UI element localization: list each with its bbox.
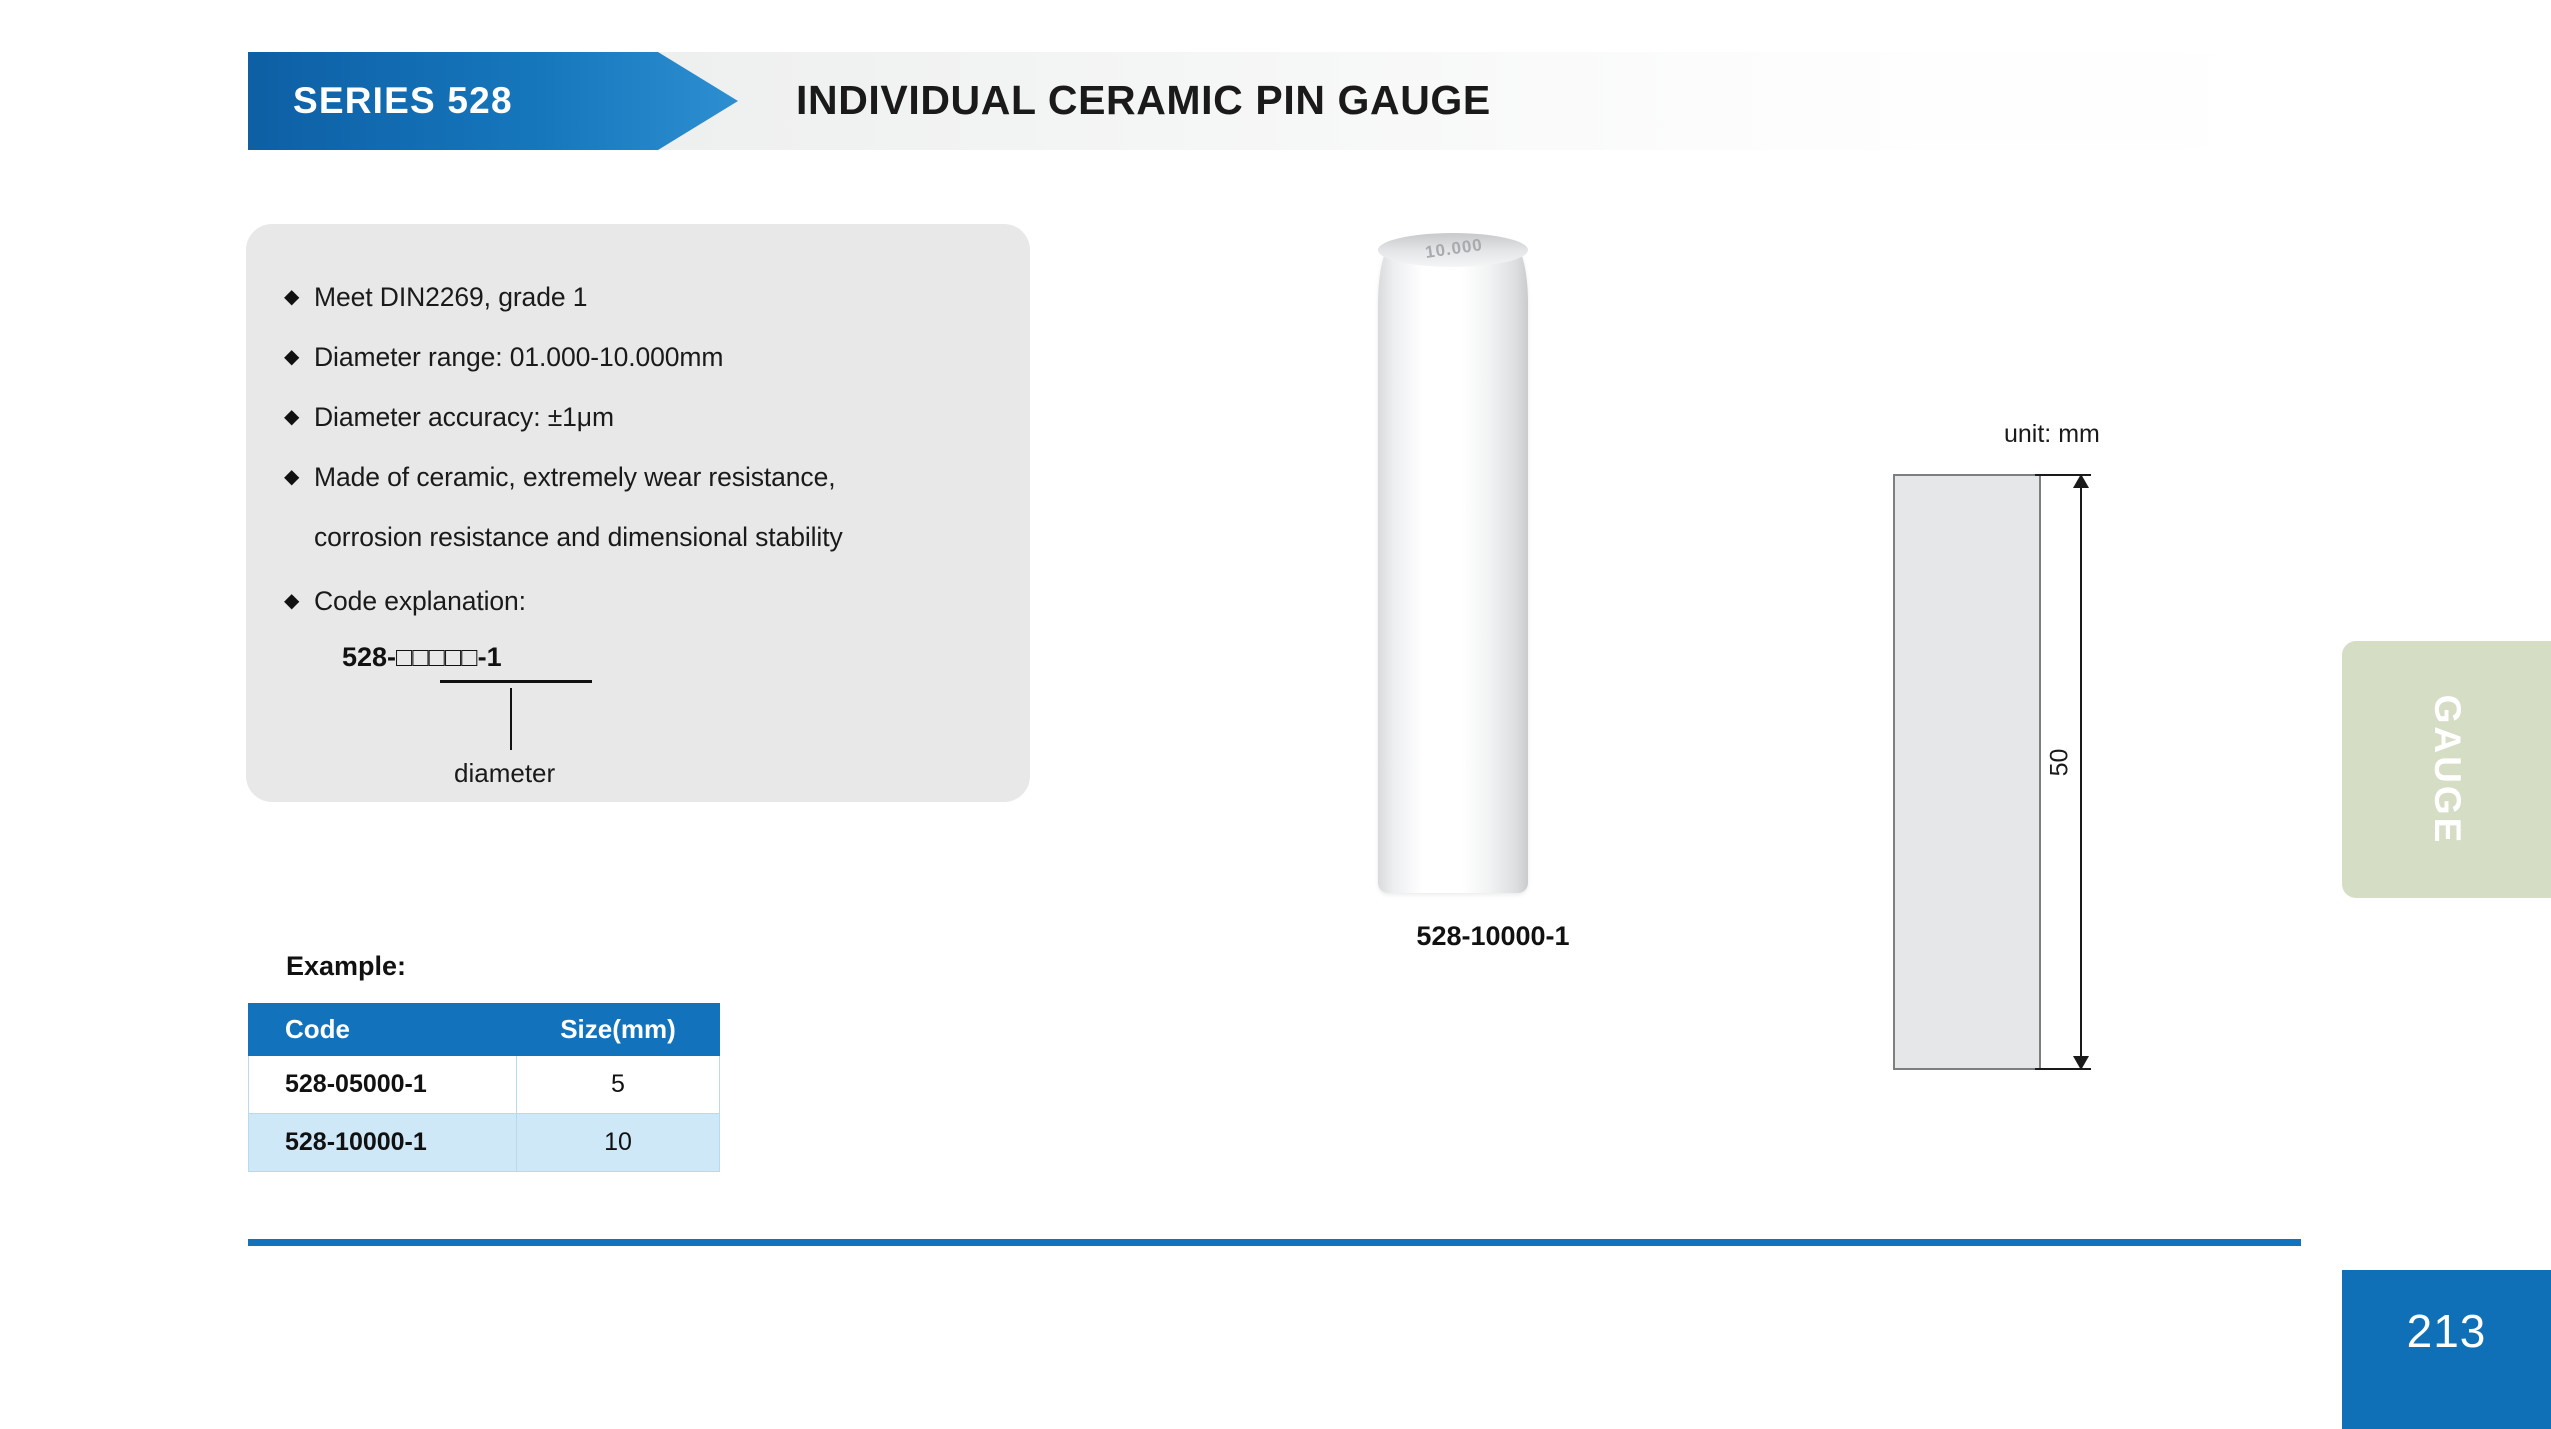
feature-text: Meet DIN2269, grade 1 <box>314 282 588 312</box>
code-pattern: 528-□□□□□-1 <box>342 642 502 672</box>
diamond-bullet-icon: ◆ <box>284 286 300 308</box>
diamond-bullet-icon: ◆ <box>284 346 300 368</box>
page-header <box>248 52 2301 150</box>
column-header-code: Code <box>249 1004 517 1056</box>
section-tab-label: GAUGE <box>2426 694 2468 845</box>
page-title: INDIVIDUAL CERAMIC PIN GAUGE <box>796 77 1491 123</box>
product-photo <box>1330 225 1650 905</box>
table-row <box>249 1114 720 1172</box>
example-table <box>248 1003 720 1172</box>
list-item <box>284 398 1004 436</box>
feature-text: Made of ceramic, extremely wear resistance, <box>314 462 836 492</box>
list-item <box>284 338 1004 376</box>
diamond-bullet-icon: ◆ <box>284 406 300 428</box>
diamond-bullet-icon: ◆ <box>284 590 300 612</box>
example-title: Example: <box>286 951 407 981</box>
dimension-line <box>2080 474 2082 1070</box>
features-panel <box>246 224 1030 802</box>
list-item <box>284 458 1004 556</box>
cell-code: 528-10000-1 <box>249 1114 517 1172</box>
footer-divider <box>248 1239 2301 1246</box>
cell-code: 528-05000-1 <box>249 1056 517 1114</box>
pin-engraving-text: 10.000 <box>1423 235 1484 262</box>
column-header-size: Size(mm) <box>517 1004 720 1056</box>
unit-label: unit: mm <box>2004 420 2100 448</box>
dimension-arrow-up-icon <box>2073 474 2089 488</box>
list-item <box>284 582 1004 620</box>
diamond-bullet-icon: ◆ <box>284 466 300 488</box>
series-label: SERIES 528 <box>293 80 513 121</box>
code-caption: diameter <box>454 758 556 788</box>
section-tab-gauge <box>2342 641 2551 898</box>
feature-text-continued: corrosion resistance and dimensional stability <box>314 522 843 552</box>
table-header-row <box>249 1004 720 1056</box>
feature-list <box>284 278 1004 788</box>
feature-text: Code explanation: <box>314 586 526 616</box>
cell-size: 5 <box>517 1056 720 1114</box>
feature-text: Diameter accuracy: ±1μm <box>314 402 614 432</box>
code-leader-line <box>510 688 512 750</box>
drawing-pin-outline <box>1893 474 2041 1070</box>
code-explanation <box>342 642 1004 788</box>
page-number-box <box>2342 1270 2551 1429</box>
list-item <box>284 278 1004 316</box>
dimension-arrow-down-icon <box>2073 1056 2089 1070</box>
page-number: 213 <box>2406 1305 2487 1357</box>
table-row <box>249 1056 720 1114</box>
cell-size: 10 <box>517 1114 720 1172</box>
feature-text: Diameter range: 01.000-10.000mm <box>314 342 724 372</box>
dimension-value-length: 50 <box>2045 748 2074 777</box>
ceramic-pin-gauge-body <box>1378 243 1528 893</box>
product-photo-caption: 528-10000-1 <box>1416 921 1570 951</box>
code-underline <box>440 680 592 683</box>
